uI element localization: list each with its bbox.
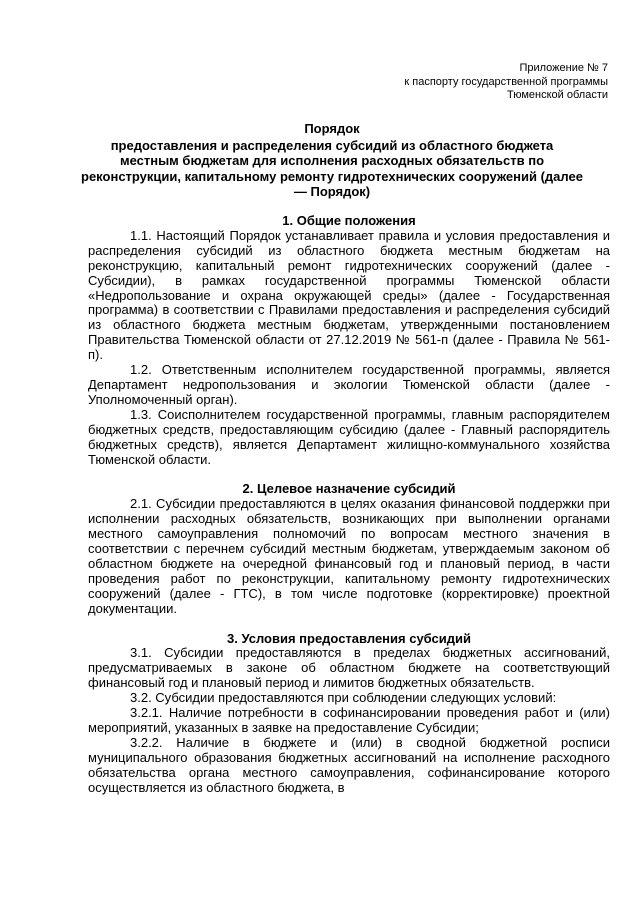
section-1-heading: 1. Общие положения	[282, 213, 416, 228]
document-body	[88, 214, 610, 796]
paragraph-3-2-1: 3.2.1. Наличие потребности в софинансировании проведения работ и (или) мероприятий, указанных в заявке на предоставление Субсидии;	[88, 705, 610, 735]
annex-line-1: Приложение № 7	[519, 62, 608, 74]
paragraph-3-2-2: 3.2.2. Наличие в бюджете и (или) в сводной бюджетной росписи муниципального образования бюджетных ассигнований на исполнение расходного обязательства органа местного самоуправления, софинансирование которого осуществляется из областного бюджета, в	[88, 734, 610, 795]
paragraph-1-3: 1.3. Соисполнителем государственной программы, главным распорядителем бюджетных средств, предоставляющим субсидию (далее - Главный распорядитель бюджетных средств), является Департамент жилищно-коммунального хозяйства Тюменской области.	[88, 406, 610, 467]
title-word: Порядок	[304, 121, 360, 136]
paragraph-1-2: 1.2. Ответственным исполнителем государственной программы, является Департамент недропользования и экологии Тюменской области (далее - Уполномоченный орган).	[88, 362, 610, 407]
section-gap	[88, 617, 610, 632]
paragraph-2-1: 2.1. Субсидии предоставляются в целях оказания финансовой поддержки при исполнении расходных обязательств, возникающих при выполнении органами местного самоуправления полномочий по вопросам местного значения в соответствии с перечнем субсидий местным бюджетам, утверждаемым законом об областном бюджете на очередной финансовый год и плановый период, в части проведения работ по реконструкции, капитальному ремонту гидротехнических сооружений (далее - ГТС), в том числе подготовке (корректировке) проектной документации.	[88, 496, 610, 616]
section-2-heading: 2. Целевое назначение субсидий	[242, 481, 456, 497]
title-subtitle: предоставления и распределения субсидий из областного бюджета местным бюджетам для исполнения расходных обязательств по реконструкции, капитальному ремонту гидротехнических сооружений (далее — Порядок)	[81, 137, 583, 200]
annex-line-2: к паспорту государственной программы	[404, 75, 608, 88]
section-gap	[88, 467, 610, 482]
annex-line-3: Тюменской области	[506, 89, 608, 101]
paragraph-1-1: 1.1. Настоящий Порядок устанавливает правила и условия предоставления и распределения субсидий из областного бюджета местным бюджетам на реконструкцию, капитальный ремонт гидротехнических сооружений (далее - Субсидии), в рамках государственной программы Тюменской области «Недропользование и охрана окружающей среды» (далее - Государственная программа) в соответствии с Правилами предоставления и распределения субсидий из областного бюджета местным бюджетам, утвержденными постановлением Правительства Тюменской области от 27.12.2019 № 561-п (далее - Правила № 561-п).	[88, 227, 610, 363]
document-title	[80, 121, 584, 200]
paragraph-3-2: 3.2. Субсидии предоставляются при соблюдении следующих условий:	[130, 690, 557, 706]
section-3-heading: 3. Условия предоставления субсидий	[227, 630, 471, 646]
paragraph-3-1: 3.1. Субсидии предоставляются в пределах бюджетных ассигнований, предусматриваемых в законе об областном бюджете на соответствующий финансовый год и плановый период и лимитов бюджетных обязательств.	[88, 645, 610, 691]
annex-note	[404, 62, 608, 103]
